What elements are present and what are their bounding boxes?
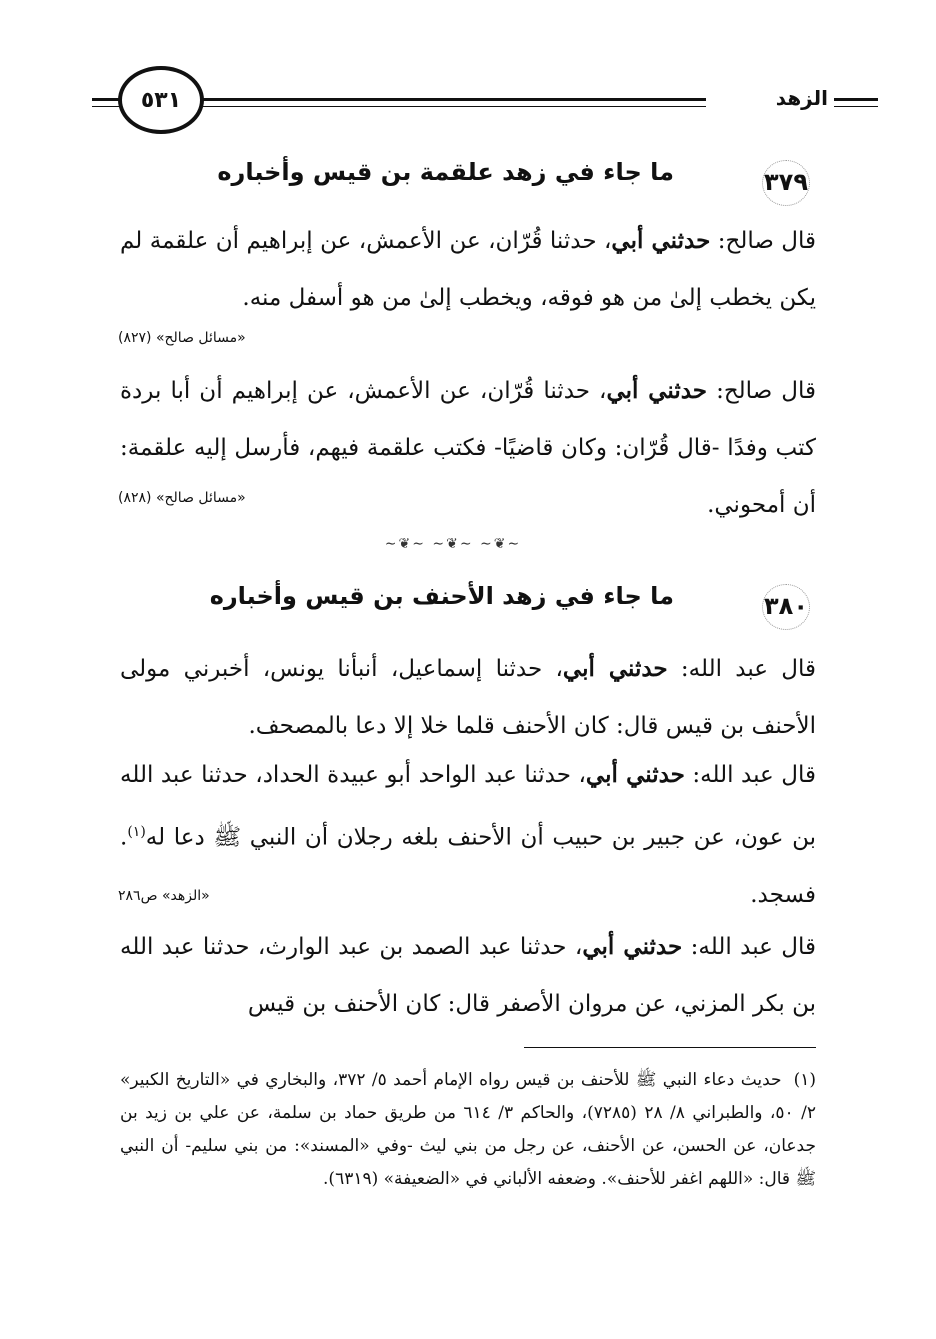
header-rule-mid-top (196, 98, 706, 101)
narrator-bold: حدثني أبي (582, 933, 683, 960)
header-rule-right-bottom (834, 106, 878, 107)
section-380-number: ٣٨٠ (754, 582, 818, 630)
narrator-bold: حدثني أبي (562, 655, 668, 682)
section-379-number: ٣٧٩ (754, 158, 818, 206)
footnote-number: (١) (793, 1070, 816, 1090)
narrator-bold: حدثني أبي (585, 761, 685, 788)
section-379-source-1: «مسائل صالح» (٨٢٧) (118, 330, 246, 346)
narrator-bold: حدثني أبي (606, 377, 708, 404)
section-380-paragraph-3: قال عبد الله: حدثني أبي، حدثنا عبد الصمد بن عبد الوارث، حدثنا عبد الله بن بكر المزني، عن مروان الأصفر قال: كان الأحنف بن قيس (120, 933, 816, 1017)
footnote-rule (524, 1047, 816, 1048)
page-number-badge (118, 66, 204, 134)
footnote-marker[interactable]: (١) (127, 824, 146, 840)
section-380-paragraph-1: قال عبد الله: حدثني أبي، حدثنا إسماعيل، أنبأنا يونس، أخبرني مولى الأحنف بن قيس قال: كان الأحنف قلما خلا إلا دعا بالمصحف. (120, 655, 817, 739)
narrator-bold: حدثني أبي (611, 227, 711, 254)
ornamental-divider: ∽❦∽ ∽❦∽ ∽❦∽ (384, 536, 522, 552)
header-chapter-title: الزهد (775, 86, 828, 110)
section-379-paragraph-1: قال صالح: حدثني أبي، حدثنا قُرّان، عن الأعمش، عن إبراهيم أن علقمة لم يكن يخطب إلىٰ من هو فوقه، ويخطب إلىٰ من هو أسفل منه. (120, 227, 817, 311)
footnote-text: حديث دعاء النبي ﷺ للأحنف بن قيس رواه الإمام أحمد ٥/ ٣٧٢، والبخاري في «التاريخ الكبير» ٢/ ٥٠، والطبراني ٨/ ٢٨ (٧٢٨٥)، والحاكم ٣/ ٦١٤ من طريق حماد بن سلمة، عن علي بن زيد بن جدعان، عن الحسن، عن الأحنف، عن رجل من بني ليث -وفي «المسند»: من بني سليم- أن النبي ﷺ قال: «اللهم اغفر للأحنف». وضعفه الألباني في «الضعيفة» (٦٣١٩). (120, 1070, 816, 1189)
section-380-source-2: «الزهد» ص٢٨٦ (118, 888, 210, 904)
header-rule-mid-bottom (196, 106, 706, 107)
page-number: ٥٣١ (140, 87, 182, 113)
header-rule-right-top (834, 98, 878, 101)
section-380-title: ما جاء في زهد الأحنف بن قيس وأخباره (209, 582, 674, 610)
header-rule-left-bottom (92, 106, 122, 107)
section-379-source-2: «مسائل صالح» (٨٢٨) (118, 490, 246, 506)
section-379-title: ما جاء في زهد علقمة بن قيس وأخباره (217, 158, 674, 186)
section-379-paragraph-2: قال صالح: حدثني أبي، حدثنا قُرّان، عن الأعمش، عن إبراهيم أن أبا بردة كتب وفدًا -قال قُرّان: وكان قاضيًا- فكتب علقمة فيهم، فأرسل إليه علقمة: أن أمحوني. (120, 377, 816, 518)
footnote (120, 1064, 816, 1196)
section-380-paragraph-2: قال عبد الله: حدثني أبي، حدثنا عبد الواحد أبو عبيدة الحداد، حدثنا عبد الله بن عون، عن جبير بن حبيب أن الأحنف بلغه رجلان أن النبي ﷺ دعا له$^{(١)}$. فسجد. (120, 761, 816, 908)
